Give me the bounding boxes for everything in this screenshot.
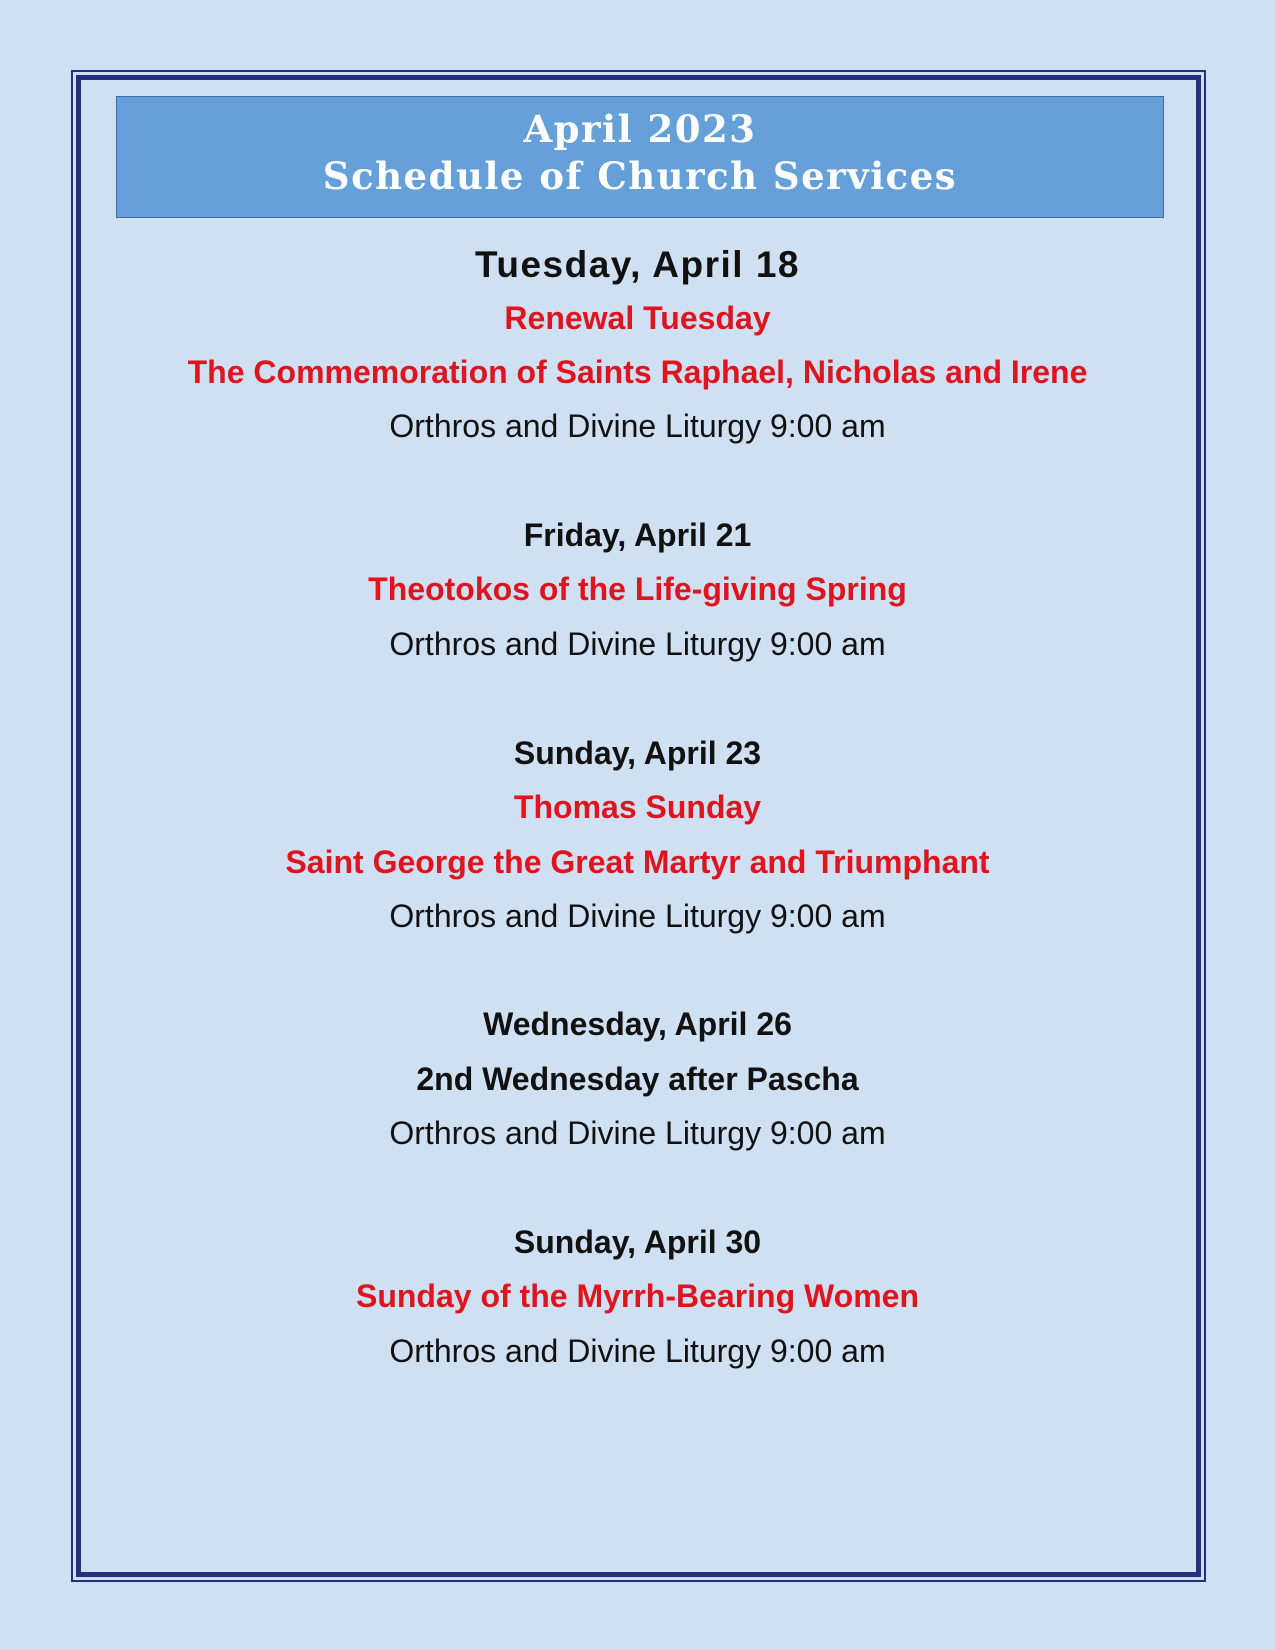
- entry-date: Tuesday, April 18: [474, 244, 801, 285]
- header-month: April 2023: [523, 107, 757, 151]
- entry-date: Sunday, April 30: [513, 1224, 762, 1260]
- entry-feast: 2nd Wednesday after Pascha: [416, 1061, 859, 1097]
- entry-feast: Theotokos of the Life-giving Spring: [368, 571, 907, 607]
- entry-service: Orthros and Divine Liturgy 9:00 am: [389, 898, 886, 934]
- entry-feast: Sunday of the Myrrh-Bearing Women: [355, 1278, 919, 1314]
- entry-feast: Saint George the Great Martyr and Triumphant: [285, 844, 990, 880]
- entry-service: Orthros and Divine Liturgy 9:00 am: [389, 1115, 886, 1151]
- entry-feast: Renewal Tuesday: [504, 300, 771, 336]
- entry-service: Orthros and Divine Liturgy 9:00 am: [389, 1333, 886, 1369]
- entry-service: Orthros and Divine Liturgy 9:00 am: [389, 626, 886, 662]
- header-banner: [116, 96, 1164, 218]
- entry-date: Friday, April 21: [523, 517, 752, 553]
- entry-date: Sunday, April 23: [513, 735, 762, 771]
- entry-date: Wednesday, April 26: [483, 1006, 792, 1042]
- entry-service: Orthros and Divine Liturgy 9:00 am: [389, 408, 886, 444]
- header-title: Schedule of Church Services: [322, 154, 958, 198]
- entry-feast: The Commemoration of Saints Raphael, Nicholas and Irene: [187, 354, 1088, 390]
- entry-feast: Thomas Sunday: [513, 789, 762, 825]
